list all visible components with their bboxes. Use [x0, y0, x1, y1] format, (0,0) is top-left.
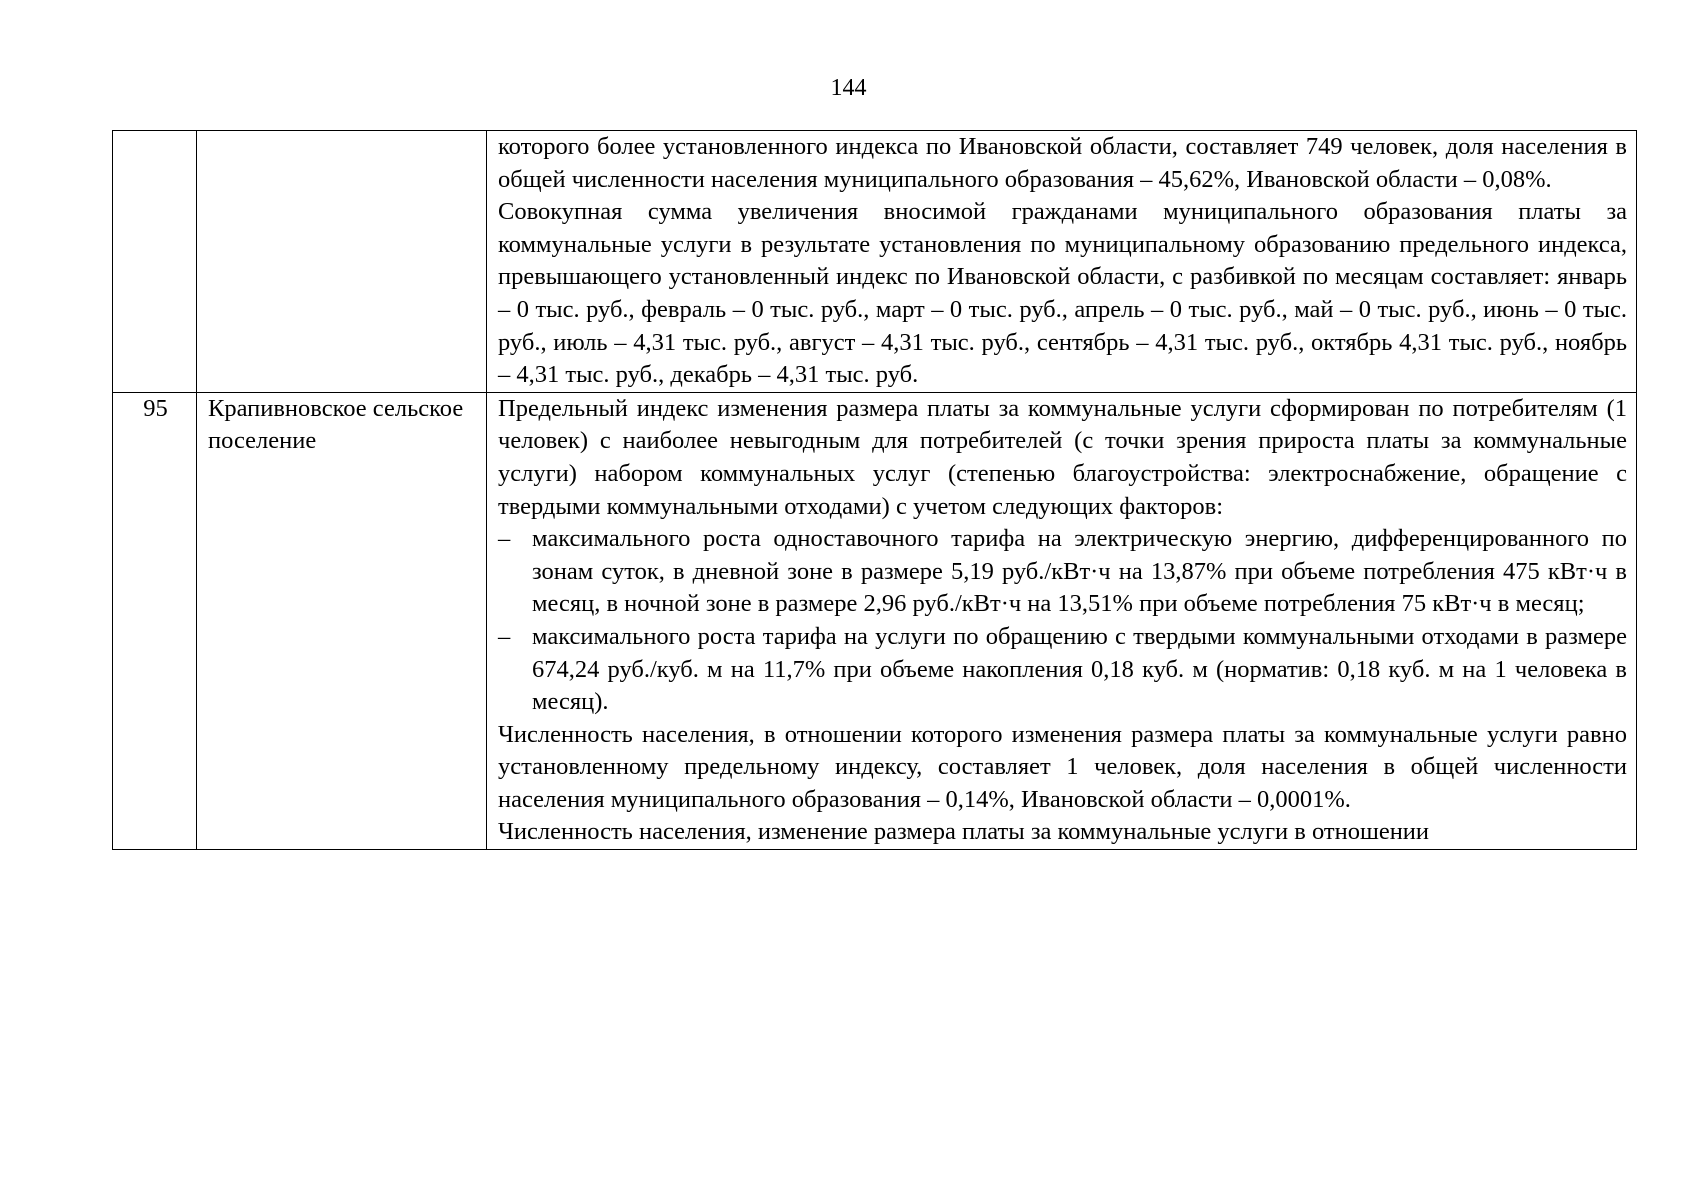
description-paragraph: Численность населения, в отношении которого изменения размера платы за коммунальные услуги равно установленному предельному индексу, составляет 1 человек, доля населения в общей численности населения муниципального образования – 0,14%, Ивановской области – 0,0001%. — [498, 720, 1627, 813]
document-table — [112, 130, 1637, 850]
factor-list — [498, 523, 1627, 719]
dash-marker: – — [498, 622, 511, 650]
description-cell — [487, 392, 1637, 849]
description-paragraph: Совокупная сумма увеличения вносимой гражданами муниципального образования платы за коммунальные услуги в результате установления по муниципальному образованию предельного индекса, превышающего установленный индекс по Ивановской области, с разбивкой по месяцам составляет: январь – 0 тыс. руб., февраль – 0 тыс. руб., март – 0 тыс. руб., апрель – 0 тыс. руб., май – 0 тыс. руб., июнь – 0 тыс. руб., июль – 4,31 тыс. руб., август – 4,31 тыс. руб., сентябрь – 4,31 тыс. руб., октябрь 4,31 тыс. руб., ноябрь – 4,31 тыс. руб., декабрь – 4,31 тыс. руб. — [498, 198, 1627, 389]
row-number-cell — [113, 131, 197, 393]
table-row — [113, 392, 1637, 849]
list-item-text: максимального роста одноставочного тарифа на электрическую энергию, дифференцированного по зонам суток, в дневной зоне в размере 5,19 руб./кВт·ч на 13,87% при объеме потребления 475 кВт·ч в месяц, в ночной зоне в размере 2,96 руб./кВт·ч на 13,51% при объеме потребления 75 кВт·ч в месяц; — [532, 525, 1627, 618]
list-item-text: максимального роста тарифа на услуги по обращению с твердыми коммунальными отходами в размере 674,24 руб./куб. м на 11,7% при объеме накопления 0,18 куб. м (норматив: 0,18 куб. м на 1 человека в месяц). — [532, 622, 1627, 716]
list-item — [498, 621, 1627, 719]
row-number-cell: 95 — [113, 392, 197, 849]
description-paragraph: Численность населения, изменение размера платы за коммунальные услуги в отношении — [498, 818, 1430, 846]
page-number: 144 — [830, 75, 867, 101]
municipality-name-cell — [197, 131, 487, 393]
list-item — [498, 523, 1627, 621]
municipality-name-cell: Крапивновское сельское поселение — [197, 392, 487, 849]
dash-marker: – — [498, 525, 511, 553]
description-intro: Предельный индекс изменения размера платы за коммунальные услуги сформирован по потребителям (1 человек) с наиболее невыгодным для потребителей (с точки зрения прироста платы за коммунальные услуги) набором коммунальных услуг (степенью благоустройства: электроснабжение, обращение с твердыми коммунальными отходами) с учетом следующих факторов: — [498, 394, 1627, 520]
description-cell — [487, 131, 1637, 393]
table-row — [113, 131, 1637, 393]
description-paragraph: которого более установленного индекса по Ивановской области, составляет 749 человек, доля населения в общей численности населения муниципального образования – 45,62%, Ивановской области – 0,08%. — [498, 133, 1627, 193]
